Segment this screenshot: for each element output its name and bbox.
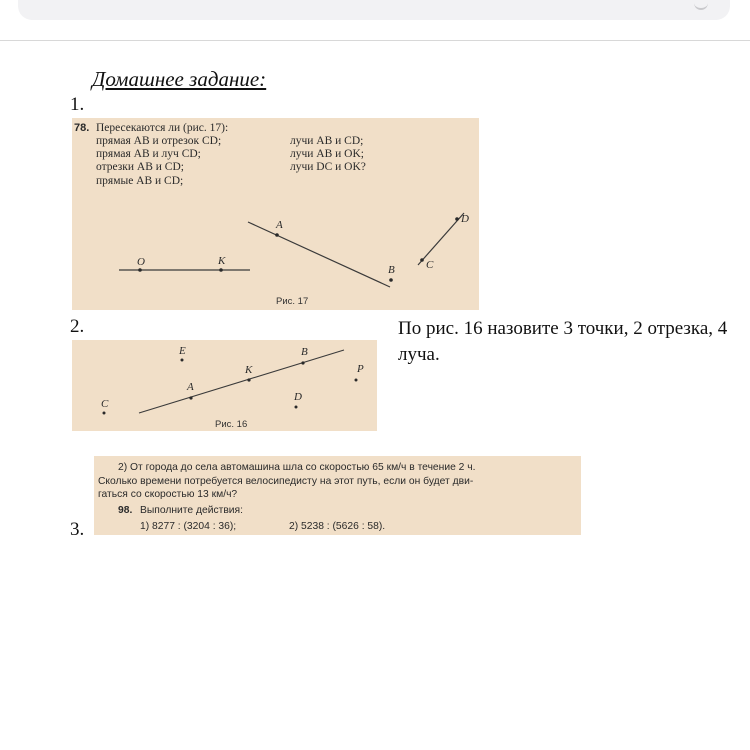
page-title: Домашнее задание: [92, 67, 267, 91]
point-a [189, 396, 192, 399]
task1-left-line-1: прямая AB и отрезок CD; [96, 135, 222, 147]
line-ab [248, 222, 390, 287]
label-o: O [137, 256, 145, 268]
label-d: D [294, 391, 302, 403]
point-c [103, 412, 106, 415]
task3-exercise-title: Выполните действия: [140, 505, 243, 516]
point-k [219, 268, 223, 272]
task1-left-line-3: отрезки AB и CD; [96, 161, 184, 173]
label-a: A [276, 219, 283, 231]
task1-right-line-2: лучи AB и OK; [290, 148, 364, 160]
point-k [247, 378, 250, 381]
task3-problem-line-3: гаться со скоростью 13 км/ч? [98, 489, 238, 500]
task1-left-line-4: прямые AB и CD; [96, 175, 184, 187]
task3-exercise-number: 98. [118, 505, 133, 516]
task1-right-line-1: лучи AB и CD; [290, 135, 364, 147]
label-e: E [179, 345, 186, 357]
label-c: C [426, 259, 434, 271]
task1-number: 78. [74, 122, 90, 134]
label-b: B [388, 264, 395, 276]
item-number-2: 2. [70, 316, 85, 337]
point-c [420, 258, 424, 262]
item-number-3: 3. [70, 519, 85, 540]
task2-caption: Рис. 16 [215, 419, 248, 430]
label-k: K [218, 255, 226, 267]
label-a: A [187, 381, 194, 393]
task3-expr-2: 2) 5238 : (5626 : 58). [289, 521, 386, 532]
task3-image [94, 456, 581, 535]
label-p: P [357, 363, 364, 375]
label-b: B [301, 346, 308, 358]
task2-instruction: По рис. 16 назовите 3 точки, 2 отрезка, 4 луча. [398, 318, 728, 365]
task1-question: Пересекаются ли (рис. 17): [96, 122, 229, 134]
task3-text [94, 456, 581, 535]
task1-left-line-2: прямая AB и луч CD; [96, 148, 201, 160]
task3-expr-1: 1) 8277 : (3204 : 36); [140, 521, 237, 532]
point-a [275, 233, 279, 237]
point-b [301, 361, 304, 364]
label-k: K [245, 364, 253, 376]
segment-cd [418, 213, 464, 265]
task1-image [72, 118, 479, 310]
task3-problem-line-2: Сколько времени потребуется велосипедисту на этот путь, если он будет дви- [98, 476, 474, 487]
label-c: C [101, 398, 109, 410]
label-d: D [461, 213, 469, 225]
task1-caption: Рис. 17 [276, 296, 309, 307]
task1-right-line-3: лучи DC и OK? [290, 161, 366, 173]
point-d [295, 406, 298, 409]
point-o [138, 268, 142, 272]
task2-figure [72, 340, 377, 431]
point-e [181, 359, 184, 362]
top-bar [18, 0, 730, 20]
item-number-1: 1. [70, 94, 85, 115]
point-b [389, 278, 393, 282]
task2-image [72, 340, 377, 431]
chevron-icon[interactable] [694, 2, 708, 10]
point-d [455, 217, 459, 221]
task1-figure [72, 118, 479, 310]
task3-problem-line-1: 2) От города до села автомашина шла со скоростью 65 км/ч в течение 2 ч. [118, 462, 476, 473]
line-ab-ray [139, 350, 344, 413]
point-p [355, 379, 358, 382]
divider [0, 40, 750, 41]
